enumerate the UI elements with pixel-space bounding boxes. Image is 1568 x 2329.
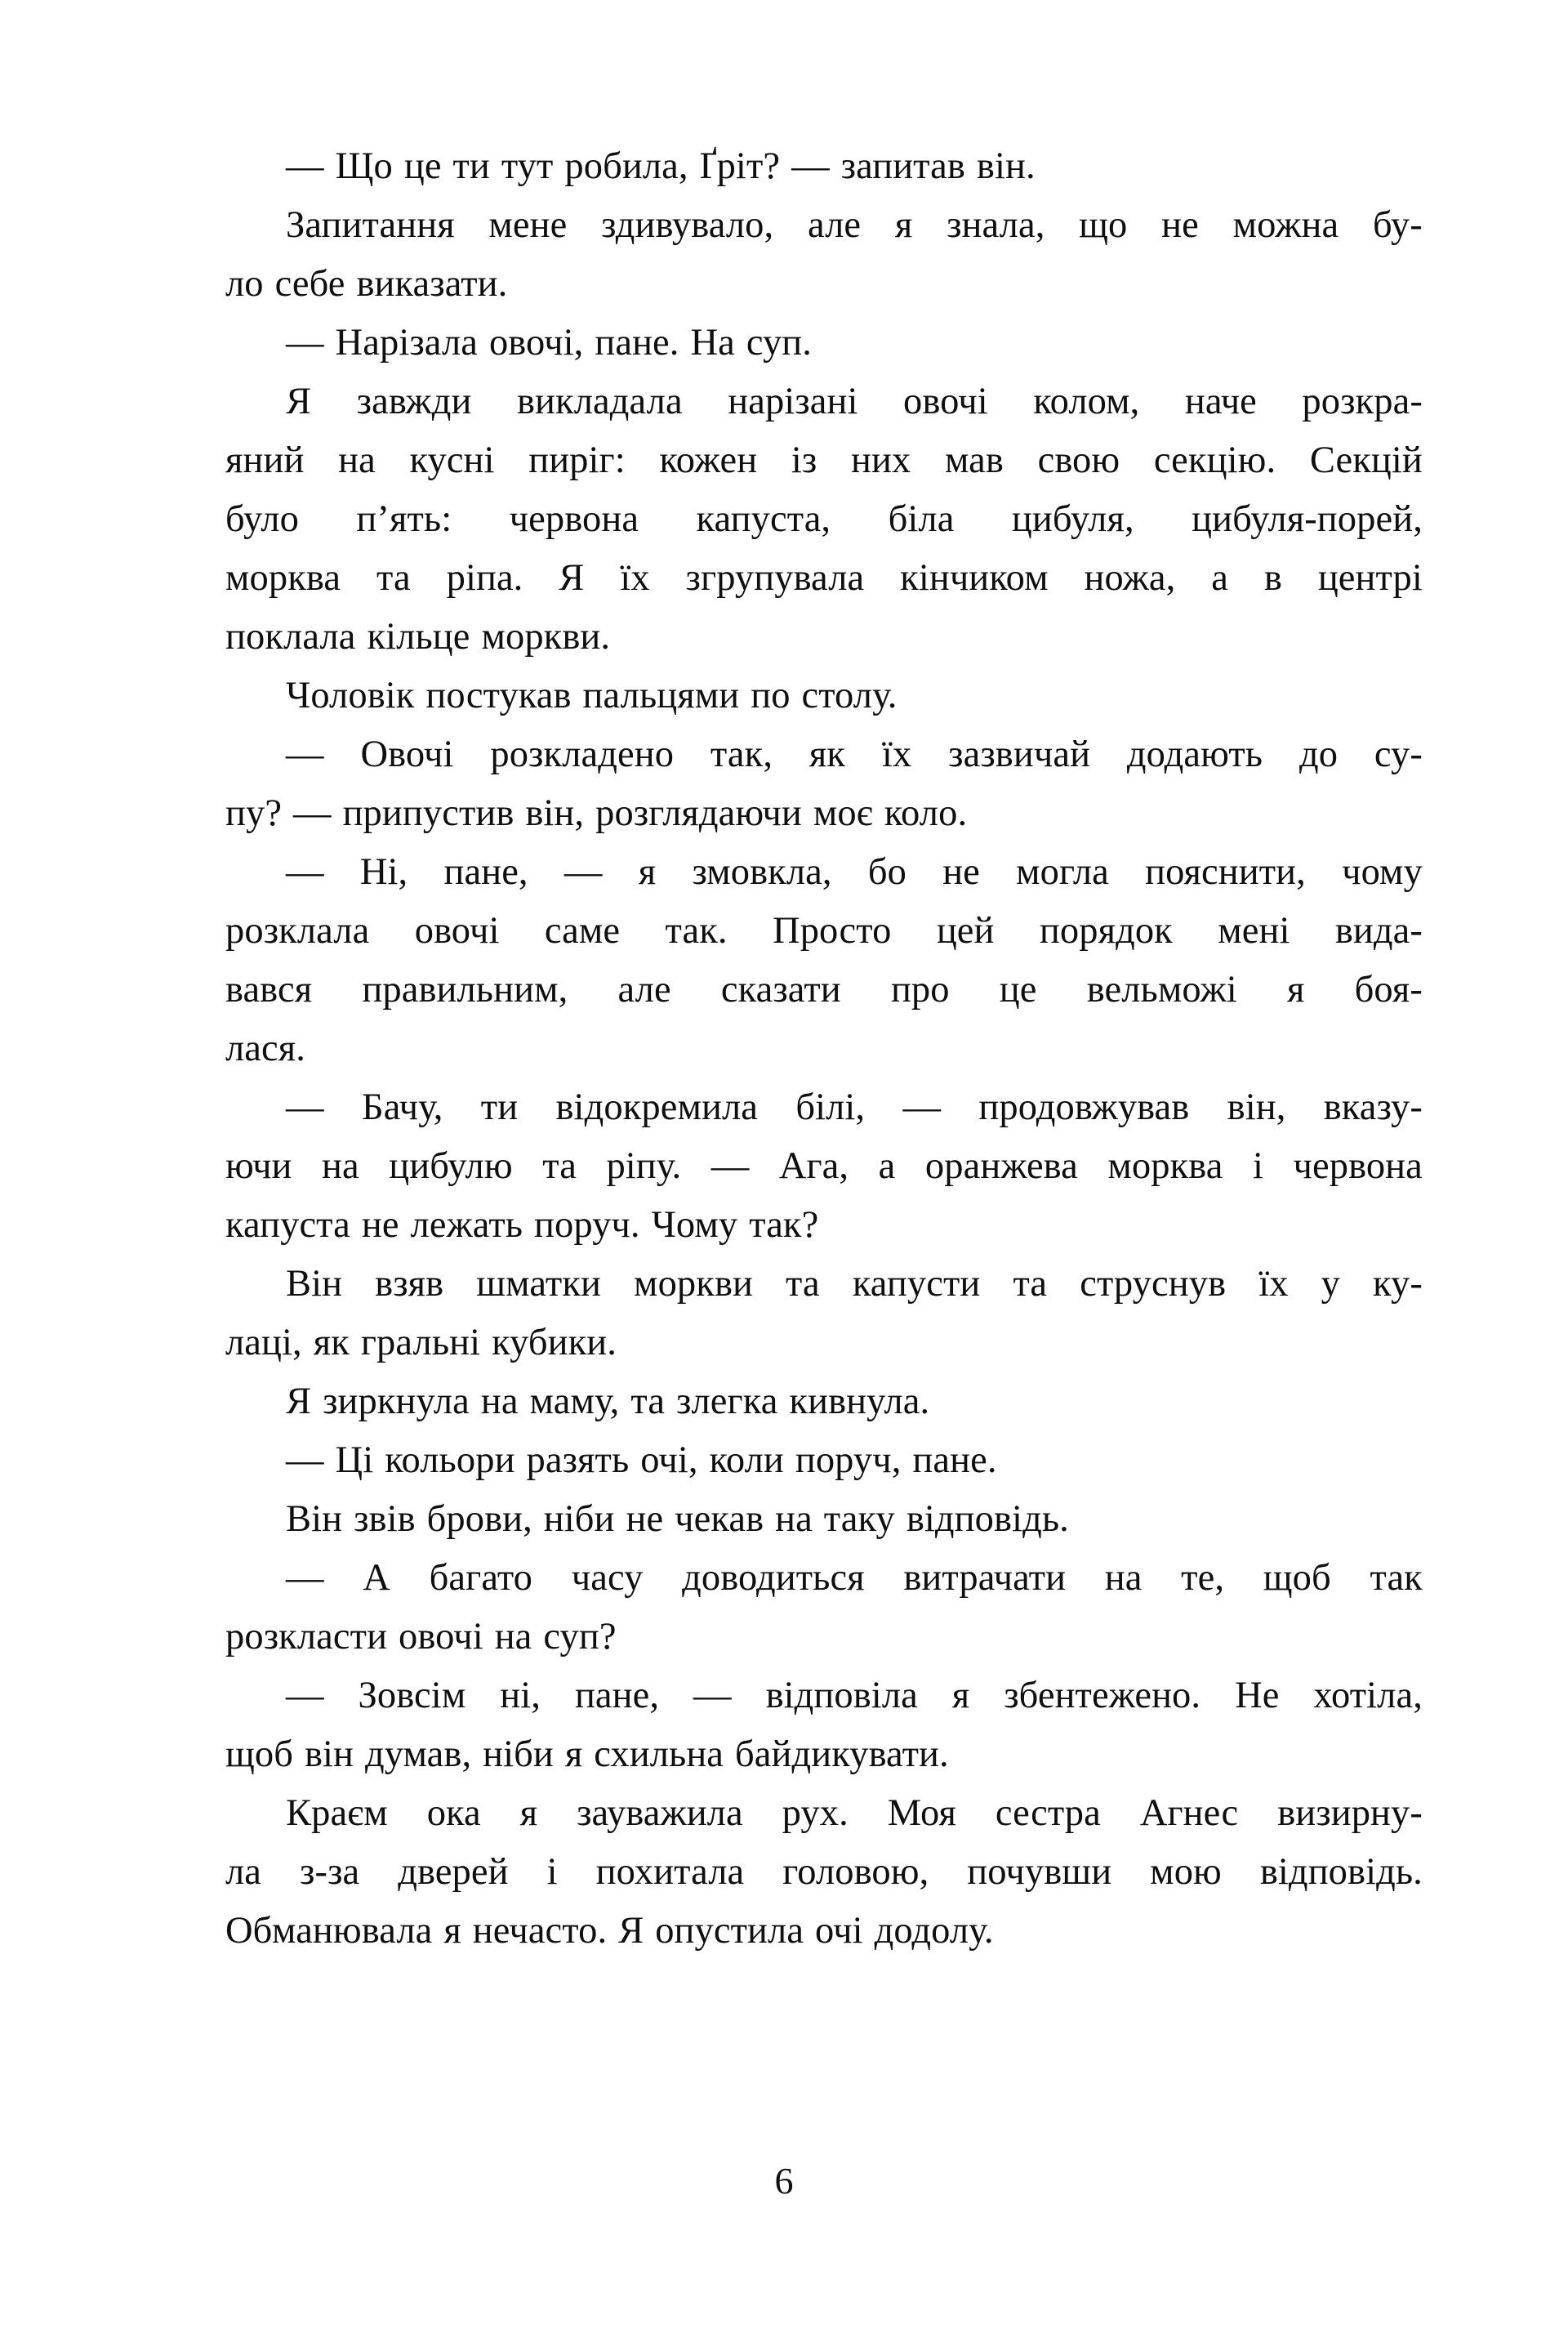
paragraph bbox=[225, 1784, 1423, 1961]
word: Я bbox=[286, 1381, 312, 1422]
word: Я bbox=[286, 381, 312, 422]
word: та bbox=[786, 1263, 820, 1305]
word: Зовсім bbox=[358, 1675, 466, 1716]
word: свою bbox=[1037, 439, 1120, 481]
word: капусти bbox=[852, 1263, 981, 1305]
word: мене bbox=[488, 204, 568, 246]
word: — bbox=[791, 145, 830, 187]
word: кольори bbox=[385, 1439, 515, 1481]
word: Просто bbox=[773, 910, 892, 952]
word: Я bbox=[618, 1910, 644, 1952]
word: ти bbox=[480, 1086, 519, 1128]
word: морква bbox=[225, 557, 341, 599]
word: — bbox=[293, 792, 332, 834]
word: виказати. bbox=[356, 263, 508, 305]
word: з-за bbox=[300, 1851, 360, 1893]
word: правильним, bbox=[362, 969, 568, 1011]
word: моркви bbox=[634, 1263, 754, 1305]
word: коли bbox=[709, 1439, 784, 1481]
word: чекав bbox=[675, 1498, 764, 1540]
word: дверей bbox=[398, 1851, 509, 1893]
word: — bbox=[286, 1675, 324, 1716]
word: робила, bbox=[564, 145, 688, 187]
word: — bbox=[286, 322, 324, 364]
word: розкласти bbox=[225, 1616, 388, 1658]
word: те, bbox=[1181, 1557, 1225, 1599]
word: пане. bbox=[912, 1439, 997, 1481]
word: поклала bbox=[225, 616, 356, 658]
text-line bbox=[225, 961, 1423, 1019]
word: Краєм bbox=[286, 1792, 388, 1834]
word: та bbox=[630, 1381, 666, 1422]
word: Ага, bbox=[778, 1145, 849, 1187]
word: так, bbox=[710, 734, 773, 775]
word: постукав bbox=[425, 675, 572, 716]
word: червона bbox=[509, 498, 639, 540]
word: Ці bbox=[335, 1439, 374, 1481]
word: овочі bbox=[399, 1616, 483, 1658]
word: кивнула. bbox=[789, 1381, 930, 1422]
word: а bbox=[878, 1145, 896, 1187]
text-line bbox=[225, 314, 1423, 373]
text-line bbox=[225, 667, 1423, 725]
text-line bbox=[225, 373, 1423, 431]
text-line bbox=[225, 1196, 1423, 1255]
word: часу bbox=[571, 1557, 644, 1599]
paragraph bbox=[225, 1431, 1423, 1490]
text-line bbox=[225, 784, 1423, 843]
word: цибулю bbox=[389, 1145, 513, 1187]
word: цибуля-порей, bbox=[1192, 498, 1423, 540]
text-line bbox=[225, 490, 1423, 549]
word: — bbox=[286, 734, 324, 775]
word: було bbox=[225, 498, 299, 540]
paragraph bbox=[225, 1372, 1423, 1431]
word: овочі, bbox=[488, 322, 584, 364]
word: Агнес bbox=[1139, 1792, 1239, 1834]
word: капуста, bbox=[696, 498, 831, 540]
word: бо bbox=[867, 851, 906, 893]
word: мені bbox=[1218, 910, 1290, 952]
paragraph bbox=[225, 1666, 1423, 1784]
word: Овочі bbox=[360, 734, 454, 775]
word: ла bbox=[225, 1851, 262, 1893]
word: сестра bbox=[995, 1792, 1101, 1834]
word: взяв bbox=[375, 1263, 444, 1305]
page-number: 6 bbox=[774, 2160, 794, 2202]
text-line bbox=[225, 1666, 1423, 1725]
word: — bbox=[693, 1675, 732, 1716]
word: ніби bbox=[543, 1498, 615, 1540]
word: кінчиком bbox=[900, 557, 1049, 599]
word: пу? bbox=[225, 792, 283, 834]
paragraph bbox=[225, 1490, 1423, 1549]
word: суп? bbox=[543, 1616, 617, 1658]
word: байдикувати. bbox=[734, 1733, 949, 1775]
word: кільце bbox=[367, 616, 470, 658]
word: нарізані bbox=[728, 381, 858, 422]
word: мав bbox=[944, 439, 1004, 481]
word: Бачу, bbox=[361, 1086, 443, 1128]
paragraph bbox=[225, 843, 1423, 1078]
word: як bbox=[313, 1322, 350, 1363]
word: думав, bbox=[364, 1733, 472, 1775]
text-line bbox=[225, 1255, 1423, 1314]
word: Чому bbox=[651, 1204, 738, 1246]
word: відповідь. bbox=[906, 1498, 1069, 1540]
word: столу. bbox=[801, 675, 898, 716]
word: На bbox=[690, 322, 735, 364]
text-line bbox=[225, 255, 1423, 314]
word: Не bbox=[1235, 1675, 1280, 1716]
word: моркви. bbox=[481, 616, 611, 658]
text-line bbox=[225, 1431, 1423, 1490]
word: ножа, bbox=[1084, 557, 1176, 599]
text-line bbox=[225, 1725, 1423, 1784]
word: на bbox=[338, 439, 376, 481]
word: Ґріт? bbox=[699, 145, 781, 187]
word: він. bbox=[976, 145, 1036, 187]
word: але bbox=[807, 204, 862, 246]
word: продовжував bbox=[978, 1086, 1190, 1128]
word: на bbox=[1104, 1557, 1143, 1599]
word: очі, bbox=[640, 1439, 698, 1481]
word: злегка bbox=[676, 1381, 778, 1422]
word: у bbox=[1321, 1263, 1340, 1305]
word: суп. bbox=[746, 322, 813, 364]
text-line bbox=[225, 1784, 1423, 1843]
word: розкра- bbox=[1302, 381, 1423, 422]
text-line bbox=[225, 1549, 1423, 1608]
word: та bbox=[1013, 1263, 1048, 1305]
page-text-block bbox=[225, 137, 1423, 1961]
word: багато bbox=[429, 1557, 533, 1599]
word: це bbox=[999, 969, 1037, 1011]
word: розклала bbox=[225, 910, 370, 952]
text-line bbox=[225, 196, 1423, 255]
word: додолу. bbox=[874, 1910, 994, 1952]
word: розглядаючи bbox=[595, 792, 802, 834]
word: зиркнула bbox=[323, 1381, 470, 1422]
word: ріпу. bbox=[606, 1145, 682, 1187]
word: хотіла, bbox=[1313, 1675, 1423, 1716]
word: опустила bbox=[655, 1910, 804, 1952]
word: визирну- bbox=[1277, 1792, 1423, 1834]
text-line bbox=[225, 137, 1423, 196]
word: боя- bbox=[1354, 969, 1423, 1011]
text-line bbox=[225, 1608, 1423, 1666]
word: запитав bbox=[840, 145, 965, 187]
word: на bbox=[480, 1381, 519, 1422]
word: кусні bbox=[409, 439, 495, 481]
word: них bbox=[850, 439, 911, 481]
paragraph bbox=[225, 1255, 1423, 1372]
paragraph bbox=[225, 196, 1423, 314]
word: цей bbox=[936, 910, 995, 952]
word: струснув bbox=[1080, 1263, 1227, 1305]
word: звів bbox=[354, 1498, 416, 1540]
word: згрупувала bbox=[685, 557, 865, 599]
word: не bbox=[626, 1498, 664, 1540]
word: — bbox=[286, 1439, 324, 1481]
word: маму, bbox=[529, 1381, 620, 1422]
word: овочі bbox=[903, 381, 988, 422]
word: пане, bbox=[574, 1675, 660, 1716]
word: а bbox=[1211, 557, 1228, 599]
word: Він bbox=[286, 1263, 343, 1305]
word: центрі bbox=[1317, 557, 1423, 599]
word: так? bbox=[749, 1204, 819, 1246]
word: завжди bbox=[356, 381, 472, 422]
word: Ні, bbox=[359, 851, 408, 893]
word: додають bbox=[1126, 734, 1263, 775]
word: та bbox=[376, 557, 411, 599]
word: лаці, bbox=[225, 1322, 302, 1363]
word: і bbox=[1252, 1145, 1264, 1187]
text-line bbox=[225, 1314, 1423, 1372]
word: їх bbox=[620, 557, 650, 599]
text-line bbox=[225, 1372, 1423, 1431]
word: разять bbox=[526, 1439, 630, 1481]
word: коло. bbox=[884, 792, 968, 834]
word: на bbox=[494, 1616, 532, 1658]
word: наче bbox=[1184, 381, 1257, 422]
paragraph bbox=[225, 667, 1423, 725]
word: доводиться bbox=[682, 1557, 865, 1599]
word: схильна bbox=[594, 1733, 724, 1775]
word: кубики. bbox=[492, 1322, 617, 1363]
word: на bbox=[322, 1145, 359, 1187]
word: почувши bbox=[967, 1851, 1112, 1893]
paragraph bbox=[225, 1078, 1423, 1255]
word: нечасто. bbox=[472, 1910, 608, 1952]
word: поруч. bbox=[534, 1204, 640, 1246]
word: тут bbox=[501, 145, 554, 187]
word: ти bbox=[452, 145, 490, 187]
word: я bbox=[519, 1792, 538, 1834]
word: — bbox=[564, 851, 603, 893]
word: лежать bbox=[410, 1204, 523, 1246]
word: — bbox=[286, 1557, 324, 1599]
word: я bbox=[443, 1910, 461, 1952]
word: так. bbox=[665, 910, 728, 952]
word: себе bbox=[274, 263, 345, 305]
word: я bbox=[564, 1733, 583, 1775]
word: Запитання bbox=[286, 204, 455, 246]
paragraph bbox=[225, 725, 1423, 843]
word: що bbox=[1079, 204, 1128, 246]
word: розкладено bbox=[490, 734, 675, 775]
word: кожен bbox=[659, 439, 758, 481]
text-line bbox=[225, 431, 1423, 490]
word: вельможі bbox=[1086, 969, 1237, 1011]
word: капуста bbox=[225, 1204, 350, 1246]
text-line bbox=[225, 549, 1423, 608]
word: поруч, bbox=[795, 1439, 902, 1481]
word: брови, bbox=[426, 1498, 532, 1540]
word: не bbox=[361, 1204, 399, 1246]
word: він, bbox=[525, 792, 585, 834]
word: шматки bbox=[476, 1263, 602, 1305]
word: викладала bbox=[517, 381, 683, 422]
word: морква bbox=[1107, 1145, 1223, 1187]
word: цибуля, bbox=[1011, 498, 1134, 540]
word: оранжева bbox=[924, 1145, 1078, 1187]
word: лася. bbox=[225, 1028, 305, 1069]
word: червона bbox=[1293, 1145, 1423, 1187]
word: ку- bbox=[1372, 1263, 1423, 1305]
word: мою bbox=[1150, 1851, 1222, 1893]
word: п’ять: bbox=[356, 498, 452, 540]
word: до bbox=[1298, 734, 1339, 775]
word: ло bbox=[225, 263, 264, 305]
word: відокремила bbox=[555, 1086, 759, 1128]
word: — bbox=[710, 1145, 750, 1187]
word: Він bbox=[286, 1498, 343, 1540]
word: на bbox=[775, 1498, 813, 1540]
word: зазвичай bbox=[948, 734, 1091, 775]
word: вказу- bbox=[1323, 1086, 1423, 1128]
word: зауважила bbox=[577, 1792, 743, 1834]
word: овочі bbox=[414, 910, 500, 952]
word: секцію. bbox=[1153, 439, 1276, 481]
word: саме bbox=[544, 910, 621, 952]
word: по bbox=[751, 675, 791, 716]
word: ніби bbox=[483, 1733, 554, 1775]
word: змовкла, bbox=[692, 851, 832, 893]
word: очі bbox=[815, 1910, 863, 1952]
text-line bbox=[225, 725, 1423, 784]
word: рух. bbox=[782, 1792, 849, 1834]
word: пане, bbox=[443, 851, 528, 893]
word: ока bbox=[426, 1792, 481, 1834]
paragraph bbox=[225, 137, 1423, 196]
word: Обманювала bbox=[225, 1910, 433, 1952]
word: я bbox=[951, 1675, 970, 1716]
word: із bbox=[791, 439, 817, 481]
word: можна bbox=[1232, 204, 1339, 246]
word: він bbox=[304, 1733, 354, 1775]
word: я bbox=[638, 851, 657, 893]
text-line bbox=[225, 1078, 1423, 1137]
word: це bbox=[403, 145, 442, 187]
word: про bbox=[890, 969, 950, 1011]
word: пане. bbox=[595, 322, 679, 364]
word: Чоловік bbox=[286, 675, 415, 716]
word: вався bbox=[225, 969, 313, 1011]
word: та bbox=[542, 1145, 577, 1187]
word: білі, bbox=[795, 1086, 866, 1128]
word: гральні bbox=[360, 1322, 481, 1363]
word: А bbox=[363, 1557, 390, 1599]
word: але bbox=[617, 969, 671, 1011]
word: таку bbox=[823, 1498, 895, 1540]
word: біла bbox=[888, 498, 955, 540]
word: — bbox=[286, 851, 324, 893]
word: я bbox=[1286, 969, 1305, 1011]
word: моє bbox=[813, 792, 873, 834]
word: Нарізала bbox=[335, 322, 478, 364]
word: як bbox=[808, 734, 846, 775]
word: колом, bbox=[1033, 381, 1140, 422]
word: щоб bbox=[225, 1733, 294, 1775]
word: ріпа. bbox=[446, 557, 523, 599]
word: яний bbox=[225, 439, 305, 481]
word: і bbox=[546, 1851, 558, 1893]
word: в bbox=[1263, 557, 1282, 599]
paragraph bbox=[225, 373, 1423, 667]
word: вида- bbox=[1334, 910, 1423, 952]
word: пальцями bbox=[582, 675, 740, 716]
word: пояснити, bbox=[1145, 851, 1306, 893]
word: чому bbox=[1342, 851, 1423, 893]
word: не bbox=[1161, 204, 1199, 246]
paragraph bbox=[225, 1549, 1423, 1666]
word: — bbox=[286, 145, 324, 187]
text-line bbox=[225, 902, 1423, 961]
word: так bbox=[1370, 1557, 1423, 1599]
word: щоб bbox=[1263, 1557, 1331, 1599]
text-line bbox=[225, 1902, 1423, 1961]
word: їх bbox=[1258, 1263, 1289, 1305]
word: відповіла bbox=[765, 1675, 918, 1716]
paragraph bbox=[225, 314, 1423, 373]
word: бу- bbox=[1372, 204, 1423, 246]
word: відповідь. bbox=[1259, 1851, 1423, 1893]
text-line bbox=[225, 1137, 1423, 1196]
word: витрачати bbox=[903, 1557, 1067, 1599]
text-line bbox=[225, 843, 1423, 902]
word: не bbox=[942, 851, 980, 893]
word: він, bbox=[1227, 1086, 1286, 1128]
word: порядок bbox=[1039, 910, 1173, 952]
word: збентежено. bbox=[1004, 1675, 1201, 1716]
word: Що bbox=[335, 145, 393, 187]
text-line bbox=[225, 1019, 1423, 1078]
text-line bbox=[225, 1490, 1423, 1549]
word: — bbox=[286, 1086, 324, 1128]
word: головою, bbox=[782, 1851, 929, 1893]
word: ючи bbox=[225, 1145, 292, 1187]
text-line bbox=[225, 608, 1423, 667]
word: їх bbox=[881, 734, 912, 775]
word: Секцій bbox=[1309, 439, 1423, 481]
word: Моя bbox=[887, 1792, 956, 1834]
word: Я bbox=[559, 557, 585, 599]
word: я bbox=[894, 204, 913, 246]
word: су- bbox=[1374, 734, 1423, 775]
word: похитала bbox=[595, 1851, 745, 1893]
word: ні, bbox=[500, 1675, 541, 1716]
word: могла bbox=[1016, 851, 1109, 893]
word: — bbox=[902, 1086, 942, 1128]
word: здивувало, bbox=[601, 204, 774, 246]
word: сказати bbox=[720, 969, 841, 1011]
word: знала, bbox=[947, 204, 1045, 246]
text-line bbox=[225, 1843, 1423, 1902]
word: припустив bbox=[342, 792, 514, 834]
word: пиріг: bbox=[528, 439, 626, 481]
